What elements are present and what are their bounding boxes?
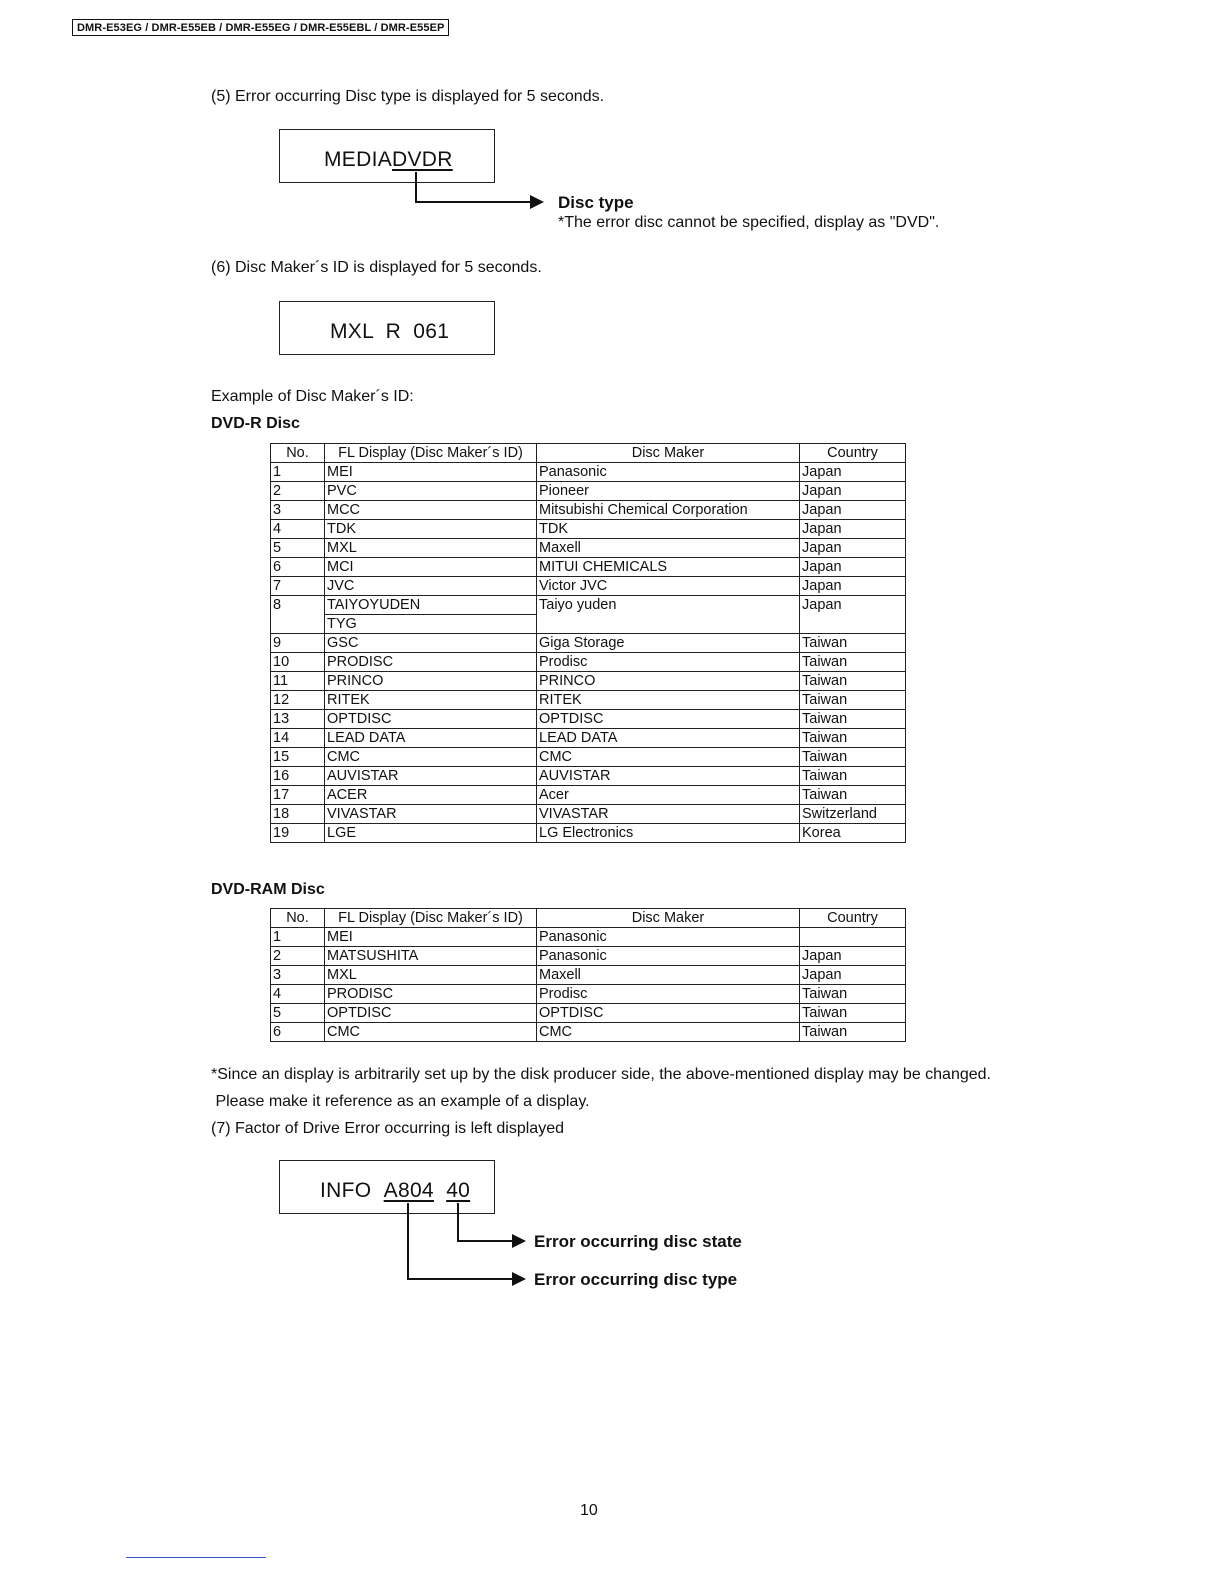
disc-type-label: Disc type	[558, 193, 634, 212]
example-label: Example of Disc Maker´s ID:	[211, 388, 414, 405]
table-cell: Taiwan	[800, 672, 906, 691]
table-cell: 15	[271, 748, 325, 767]
fl-display-maker-id	[279, 301, 495, 355]
table-row	[271, 966, 906, 985]
table-cell: 10	[271, 653, 325, 672]
column-header: No.	[271, 444, 325, 463]
table-cell: Taiwan	[800, 748, 906, 767]
fl-prefix: INFO	[320, 1179, 372, 1202]
fl-prefix: MEDIA	[324, 148, 393, 171]
table-cell: 18	[271, 805, 325, 824]
table-row	[271, 539, 906, 558]
table-row	[271, 577, 906, 596]
section6-text: (6) Disc Maker´s ID is displayed for 5 seconds.	[211, 259, 542, 276]
disc-type-note: *The error disc cannot be specified, display as "DVD".	[558, 214, 940, 231]
table-cell: TDK	[537, 520, 800, 539]
section5-text: (5) Error occurring Disc type is displayed for 5 seconds.	[211, 88, 605, 105]
table-cell: Japan	[800, 520, 906, 539]
table-row	[271, 748, 906, 767]
table-cell: MITUI CHEMICALS	[537, 558, 800, 577]
column-header: FL Display (Disc Maker´s ID)	[325, 909, 537, 928]
connector-line	[457, 1240, 513, 1242]
table-cell: Prodisc	[537, 985, 800, 1004]
table-cell: TYG	[325, 615, 537, 634]
table-cell: Taiwan	[800, 1004, 906, 1023]
table-cell	[800, 615, 906, 634]
table-cell: 12	[271, 691, 325, 710]
dvdram-heading: DVD-RAM Disc	[211, 881, 325, 898]
connector-line	[415, 172, 417, 202]
table-cell: Taiwan	[800, 634, 906, 653]
table-row	[271, 767, 906, 786]
table-cell: Taiwan	[800, 653, 906, 672]
table-row	[271, 786, 906, 805]
table-cell: 6	[271, 1023, 325, 1042]
table-cell	[271, 615, 325, 634]
table-cell: Pioneer	[537, 482, 800, 501]
table-row	[271, 691, 906, 710]
table-cell: VIVASTAR	[325, 805, 537, 824]
table-cell: LG Electronics	[537, 824, 800, 843]
table-header-row	[271, 444, 906, 463]
fl-display-text: MXL R 061	[330, 320, 450, 343]
table-cell: Japan	[800, 482, 906, 501]
table-cell: PRODISC	[325, 985, 537, 1004]
table-row	[271, 558, 906, 577]
note-line-1: *Since an display is arbitrarily set up by the disk producer side, the above-mentioned display may be changed.	[211, 1066, 991, 1083]
table-cell: Taiwan	[800, 786, 906, 805]
table-cell: Japan	[800, 463, 906, 482]
table-cell: 1	[271, 928, 325, 947]
table-cell: LEAD DATA	[537, 729, 800, 748]
table-cell: Taiwan	[800, 1023, 906, 1042]
connector-line	[415, 201, 531, 203]
connector-line	[407, 1278, 513, 1280]
table-cell: 3	[271, 966, 325, 985]
table-cell: 2	[271, 947, 325, 966]
table-cell	[800, 928, 906, 947]
table-cell: OPTDISC	[537, 710, 800, 729]
table-cell: Japan	[800, 539, 906, 558]
table-cell: MATSUSHITA	[325, 947, 537, 966]
dvdr-maker-table	[270, 443, 906, 843]
table-cell: Panasonic	[537, 463, 800, 482]
table-cell: 16	[271, 767, 325, 786]
table-cell: 13	[271, 710, 325, 729]
arrow-right-icon	[530, 195, 544, 209]
table-cell: 7	[271, 577, 325, 596]
connector-line	[407, 1203, 409, 1279]
table-cell: Victor JVC	[537, 577, 800, 596]
page-number: 10	[580, 1502, 598, 1519]
column-header: Disc Maker	[537, 909, 800, 928]
table-cell: CMC	[537, 748, 800, 767]
table-cell: RITEK	[537, 691, 800, 710]
table-cell: Mitsubishi Chemical Corporation	[537, 501, 800, 520]
table-header-row	[271, 909, 906, 928]
table-cell: CMC	[325, 748, 537, 767]
table-row	[271, 596, 906, 615]
table-cell: LEAD DATA	[325, 729, 537, 748]
arrow-right-icon	[512, 1234, 526, 1248]
table-cell: 3	[271, 501, 325, 520]
table-cell: 11	[271, 672, 325, 691]
table-row	[271, 710, 906, 729]
table-cell: Maxell	[537, 539, 800, 558]
table-row	[271, 1004, 906, 1023]
table-cell: 4	[271, 985, 325, 1004]
table-cell: OPTDISC	[325, 710, 537, 729]
table-cell: Acer	[537, 786, 800, 805]
table-cell: 17	[271, 786, 325, 805]
fl-disc-code: DVDR	[392, 148, 453, 171]
column-header: No.	[271, 909, 325, 928]
table-cell: 4	[271, 520, 325, 539]
table-cell: GSC	[325, 634, 537, 653]
table-cell: Taiwan	[800, 985, 906, 1004]
table-cell: MEI	[325, 928, 537, 947]
table-cell: MCI	[325, 558, 537, 577]
column-header: FL Display (Disc Maker´s ID)	[325, 444, 537, 463]
table-cell: PVC	[325, 482, 537, 501]
table-cell: Japan	[800, 947, 906, 966]
table-row	[271, 805, 906, 824]
table-cell: Panasonic	[537, 928, 800, 947]
table-cell: JVC	[325, 577, 537, 596]
table-row	[271, 615, 906, 634]
column-header: Country	[800, 909, 906, 928]
table-cell: 2	[271, 482, 325, 501]
table-cell: MXL	[325, 539, 537, 558]
table-cell: 6	[271, 558, 325, 577]
table-cell: LGE	[325, 824, 537, 843]
table-row	[271, 520, 906, 539]
error-state-label: Error occurring disc state	[534, 1232, 742, 1251]
table-cell: Taiwan	[800, 691, 906, 710]
table-cell: Panasonic	[537, 947, 800, 966]
fl-code-state: 40	[446, 1179, 471, 1202]
dvdr-heading: DVD-R Disc	[211, 415, 300, 432]
table-cell: Japan	[800, 501, 906, 520]
table-cell: PRINCO	[325, 672, 537, 691]
table-cell: Taiyo yuden	[537, 596, 800, 615]
connector-line	[457, 1203, 459, 1241]
table-row	[271, 653, 906, 672]
table-row	[271, 985, 906, 1004]
table-cell	[537, 615, 800, 634]
table-cell: 5	[271, 1004, 325, 1023]
table-cell: Giga Storage	[537, 634, 800, 653]
table-cell: CMC	[325, 1023, 537, 1042]
column-header: Country	[800, 444, 906, 463]
table-cell: MEI	[325, 463, 537, 482]
table-cell: Taiwan	[800, 710, 906, 729]
table-cell: OPTDISC	[537, 1004, 800, 1023]
table-cell: Japan	[800, 596, 906, 615]
table-cell: 1	[271, 463, 325, 482]
table-cell: 14	[271, 729, 325, 748]
fl-display-text	[324, 148, 453, 172]
table-cell: CMC	[537, 1023, 800, 1042]
table-cell: AUVISTAR	[537, 767, 800, 786]
table-cell: PRODISC	[325, 653, 537, 672]
table-cell: Maxell	[537, 966, 800, 985]
table-row	[271, 634, 906, 653]
table-row	[271, 1023, 906, 1042]
note-line-2: Please make it reference as an example of a display.	[211, 1093, 590, 1110]
table-row	[271, 928, 906, 947]
table-cell: ACER	[325, 786, 537, 805]
model-header: DMR-E53EG / DMR-E55EB / DMR-E55EG / DMR-E55EBL / DMR-E55EP	[72, 19, 449, 36]
table-cell: 5	[271, 539, 325, 558]
table-cell: VIVASTAR	[537, 805, 800, 824]
error-type-label: Error occurring disc type	[534, 1270, 738, 1289]
table-row	[271, 729, 906, 748]
column-header: Disc Maker	[537, 444, 800, 463]
fl-display-disc-type	[279, 129, 495, 183]
table-cell: RITEK	[325, 691, 537, 710]
table-cell: AUVISTAR	[325, 767, 537, 786]
table-cell: 9	[271, 634, 325, 653]
table-cell: Japan	[800, 577, 906, 596]
table-cell: Taiwan	[800, 767, 906, 786]
fl-code-type: A804	[383, 1179, 434, 1202]
table-row	[271, 501, 906, 520]
table-row	[271, 947, 906, 966]
arrow-right-icon	[512, 1272, 526, 1286]
table-cell: 8	[271, 596, 325, 615]
table-cell: Taiwan	[800, 729, 906, 748]
table-cell: Korea	[800, 824, 906, 843]
table-cell: Prodisc	[537, 653, 800, 672]
table-cell: MCC	[325, 501, 537, 520]
table-cell: Japan	[800, 558, 906, 577]
table-cell: PRINCO	[537, 672, 800, 691]
table-cell: 19	[271, 824, 325, 843]
table-row	[271, 672, 906, 691]
table-cell: MXL	[325, 966, 537, 985]
table-cell: Japan	[800, 966, 906, 985]
table-row	[271, 482, 906, 501]
table-cell: Switzerland	[800, 805, 906, 824]
table-cell: TDK	[325, 520, 537, 539]
table-cell: TAIYOYUDEN	[325, 596, 537, 615]
footer-rule	[126, 1557, 266, 1558]
table-row	[271, 824, 906, 843]
table-cell: OPTDISC	[325, 1004, 537, 1023]
dvdram-maker-table	[270, 908, 906, 1042]
fl-display-info	[279, 1160, 495, 1214]
section7-text: (7) Factor of Drive Error occurring is left displayed	[211, 1120, 564, 1137]
table-row	[271, 463, 906, 482]
fl-display-text	[320, 1179, 470, 1203]
